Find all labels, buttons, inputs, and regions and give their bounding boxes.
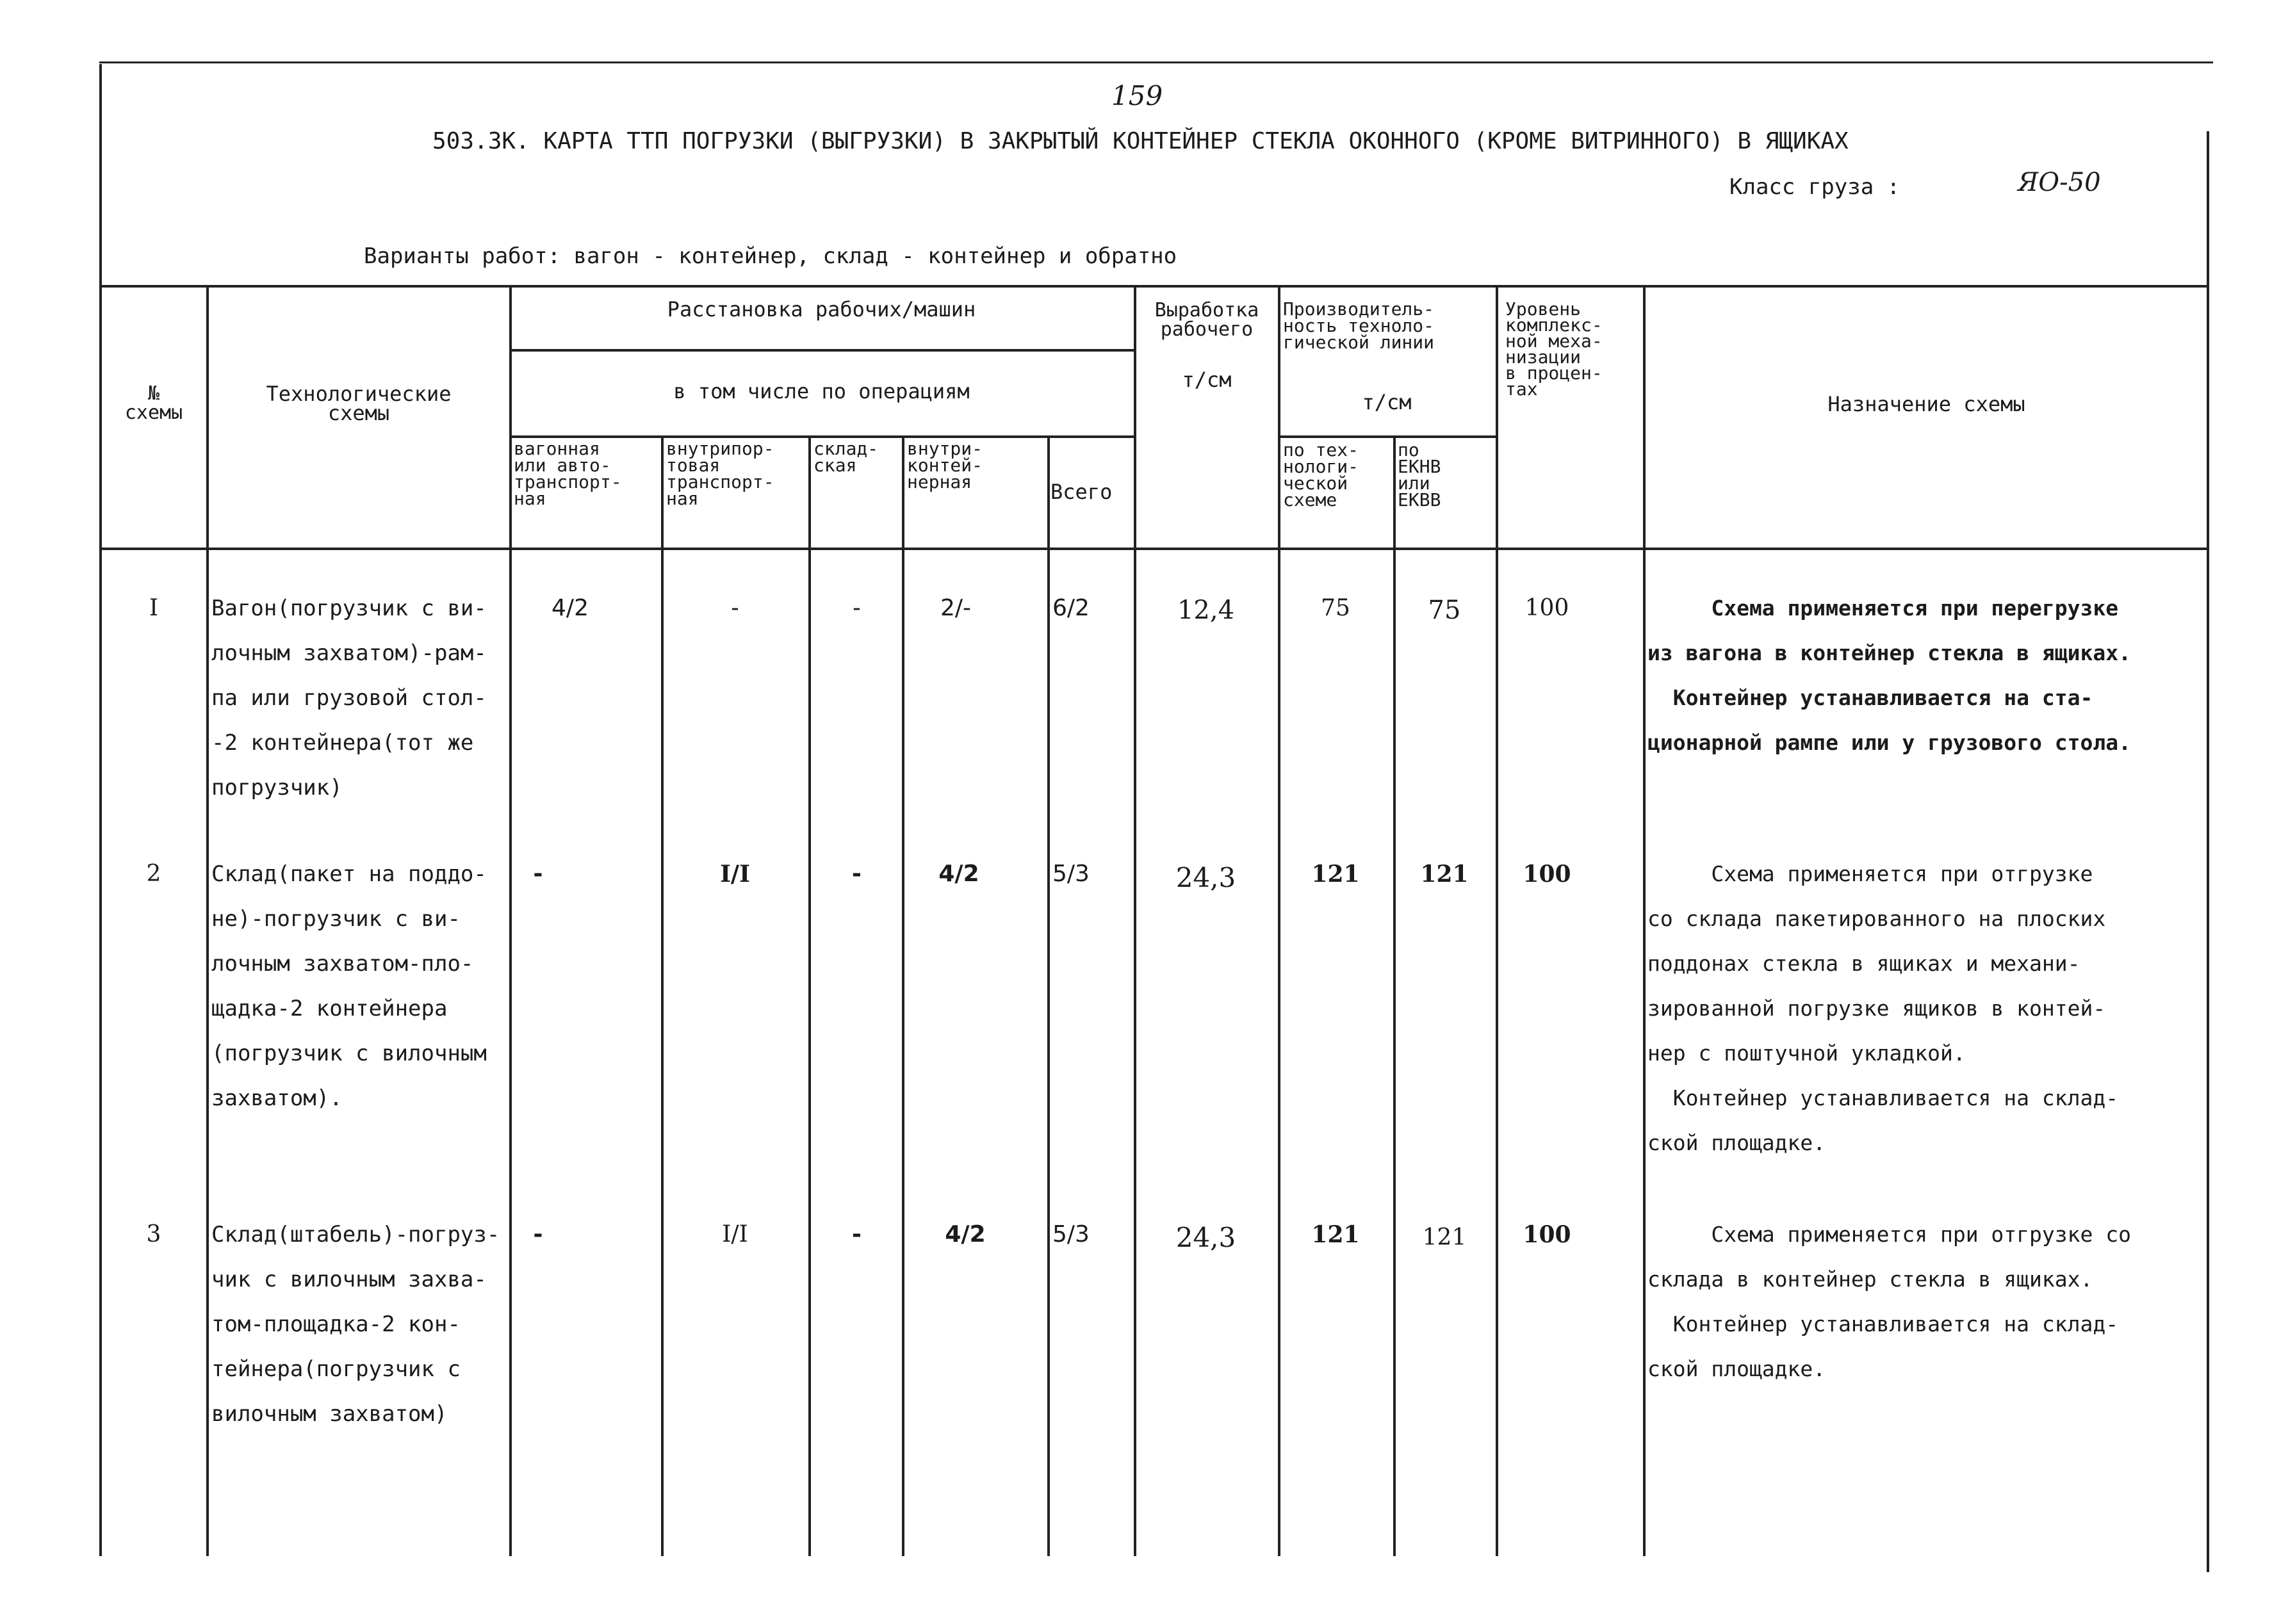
row-purpose: Схема применяется при отгрузке со склада в контейнер стекла в ящиках. Контейнер устанавливается на склад- ской площадке. [1647,1222,2131,1381]
table-top-line [99,285,2207,288]
cargo-class-label: Класс груза : [1729,174,1900,200]
row-purpose: Схема применяется при перегрузке из вагона в контейнер стекла в ящиках. Контейнер устанавливается на ста- ционарной рампе или у грузового стола. [1647,596,2131,755]
row-scheme: Склад(пакет на поддо- не)-погрузчик с ви- лочным захватом-пло- щадка-2 контейнера (погрузчик с вилочным захватом). [211,861,487,1111]
row-scheme: Вагон(погрузчик с ви- лочным захватом)-рам- па или грузовой стол- -2 контейнера(тот же погрузчик) [211,596,487,800]
cargo-class-value: ЯО-50 [2018,168,2101,197]
header-by-scheme: по тех- нологи- ческой схеме [1283,439,1359,510]
row-output: 12,4 [1177,596,1235,625]
col-line-11 [1643,285,1646,1556]
left-border [99,64,102,1556]
header-wagon: вагонная или авто- транспорт- ная [514,438,622,509]
row-prod-ekhnv: 121 [1422,1224,1467,1251]
header-total: Всего [1050,480,1113,504]
col-line-1 [206,285,209,1556]
header-purpose: Назначение схемы [1827,392,2025,416]
top-border [99,61,2213,63]
header-tech-schemes: Технологические схемы [266,382,452,425]
right-border [2207,131,2209,1572]
page-number: 159 [1111,80,1163,111]
row-wagon: 4/2 [552,595,589,621]
header-productivity-unit: т/см [1362,390,1412,414]
col-line-3 [661,435,664,1556]
row-warehouse: - [849,1221,864,1247]
row-prod-ekhnv: 75 [1428,596,1461,625]
row-intraport: - [728,595,742,621]
col-line-8 [1278,285,1280,1556]
header-scheme-no: № схемы [124,382,183,424]
row-mech: 100 [1523,861,1571,888]
row-scheme: Склад(штабель)-погруз- чик с вилочным захва- том-площадка-2 кон- тейнера(погрузчик с вилочным захватом) [211,1222,500,1427]
header-productivity: Производитель- ность техноло- гической линии [1283,298,1435,353]
row-output: 24,3 [1175,862,1236,893]
work-variants: Варианты работ: вагон - контейнер, склад - контейнер и обратно [364,243,1177,269]
page-title: 503.3К. КАРТА ТТП ПОГРУЗКИ (ВЫГРУЗКИ) В ЗАКРЫТЫЙ КОНТЕЙНЕР СТЕКЛА ОКОННОГО (КРОМЕ ВИТРИННОГО) В ЯЩИКАХ [432,128,1849,154]
row-warehouse: - [849,595,864,621]
row-no: 2 [146,861,161,887]
row-wagon: - [531,1221,545,1247]
col-line-9 [1393,435,1396,1556]
row-total: 6/2 [1052,595,1090,621]
header-warehouse: склад- ская [813,438,879,476]
row-prod-ekhnv: 121 [1420,861,1469,888]
productivity-divider-line [1278,435,1496,438]
row-intracontainer: 4/2 [945,1221,986,1247]
col-line-7 [1134,285,1136,1556]
placement-divider-line [509,349,1134,352]
header-by-operations: в том числе по операциям [673,379,970,403]
header-mechanization: Уровень комплекс- ной меха- низации в процен- тах [1505,298,1603,400]
row-no: I [149,595,159,621]
row-prod-scheme: 75 [1321,595,1350,621]
row-mech: 100 [1524,595,1569,621]
header-intraport: внутрипор- товая транспорт- ная [666,438,774,509]
header-bottom-line [99,548,2207,550]
row-intracontainer: 2/- [940,595,972,621]
row-prod-scheme: 121 [1311,1221,1360,1248]
row-intracontainer: 4/2 [938,861,979,887]
col-line-10 [1496,285,1498,1556]
row-total: 5/3 [1052,861,1090,887]
row-intraport: I/I [722,1221,748,1247]
row-mech: 100 [1523,1221,1571,1248]
row-intraport: I/I [720,861,750,888]
header-intracontainer: внутри- контей- нерная [907,438,983,492]
header-output: Выработка рабочего [1154,299,1259,341]
row-total: 5/3 [1052,1221,1090,1247]
col-line-4 [808,435,811,1556]
row-no: 3 [146,1221,161,1247]
col-line-6 [1047,435,1050,1556]
header-output-unit: т/см [1182,368,1232,392]
row-wagon: - [531,861,545,887]
row-purpose: Схема применяется при отгрузке со склада пакетированного на плоских поддонах стекла в ящиках и механи- зированной погрузке ящиков в контей- нер с поштучной укладкой. Контейнер устанавливается на склад- ской площадке. [1647,861,2119,1155]
header-placement: Расстановка рабочих/машин [667,297,976,321]
row-prod-scheme: 121 [1311,861,1360,888]
col-line-2 [509,285,512,1556]
row-output: 24,3 [1175,1222,1236,1253]
row-warehouse: - [849,861,864,887]
header-by-ekhnv: по ЕКНВ или ЕКВВ [1398,439,1441,510]
